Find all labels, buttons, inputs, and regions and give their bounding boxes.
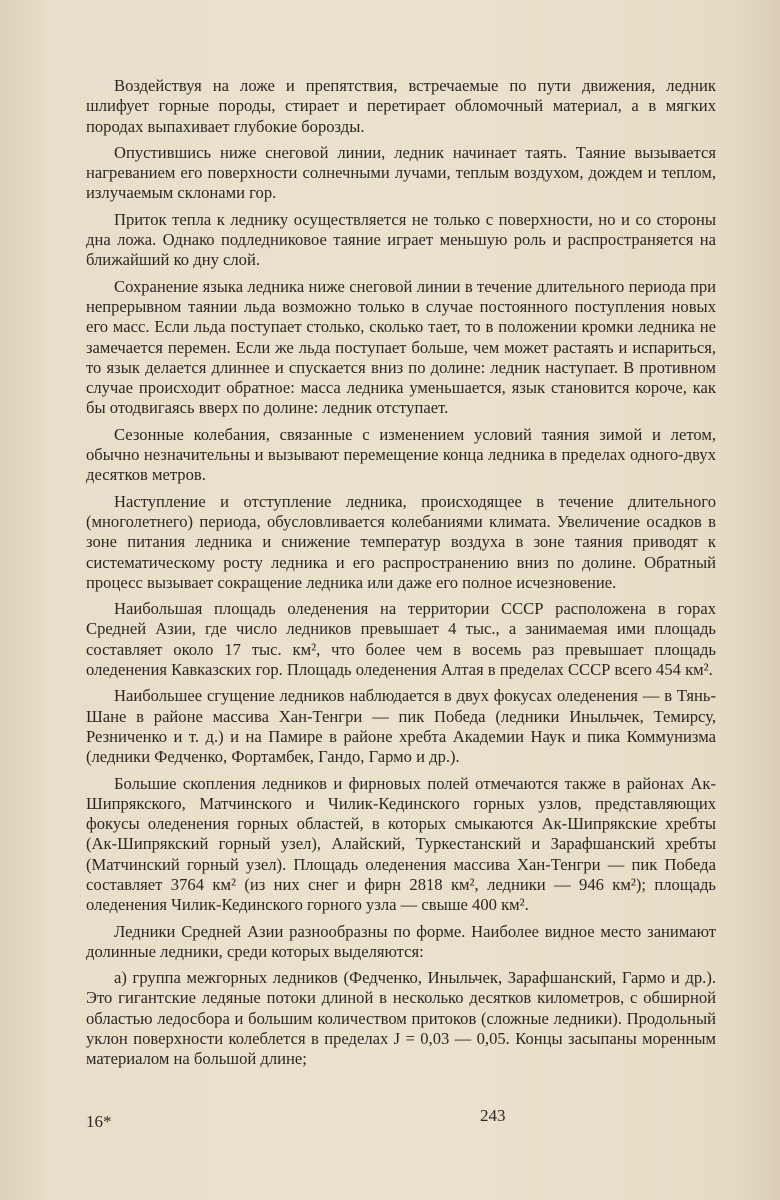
paragraph: Большие скопления ледников и фирновых полей отмечаются также в районах Ак-Шипрякского, Матчинского и Чилик-Кединского горных узлов, представляющих фокусы оледенения горных областей, в которых смыкаются Ак-Шипрякские хребты (Ак-Шипрякский горный узел), Алайский, Туркестанский и Зарафшанский хребты (Матчинский горный узел). Площадь оледенения массива Хан-Тенгри — пик Победа составляет 3764 км² (из них снег и фирн 2818 км², ледники — 946 км²); площадь оледенения Чилик-Кединского горного узла — свыше 400 км². xyxy=(86,773,716,915)
page-footer xyxy=(86,1106,716,1130)
paragraph: Приток тепла к леднику осуществляется не только с поверхности, но и со стороны дна ложа. Однако подледниковое таяние играет меньшую роль и распространяется на ближайший ко дну слой. xyxy=(86,209,716,270)
paragraph: а) группа межгорных ледников (Федченко, Иныльчек, Зарафшанский, Гармо и др.). Это гигантские ледяные потоки длиной в несколько десятков километров, с обширной областью ледосбора и большим количеством притоков (сложные ледники). Продольный уклон поверхности колеблется в пределах J = 0,03 — 0,05. Концы засыпаны моренным материалом на большой длине; xyxy=(86,968,716,1069)
page-number: 243 xyxy=(480,1106,506,1125)
paragraph: Наибольшее сгущение ледников наблюдается в двух фокусах оледенения — в Тянь-Шане в районе массива Хан-Тенгри — пик Победа (ледники Иныльчек, Темирсу, Резниченко и т. д.) и на Памире в районе хребта Академии Наук и пика Коммунизма (ледники Федченко, Фортамбек, Гандо, Гармо и др.). xyxy=(86,686,716,767)
paragraph: Сохранение языка ледника ниже снеговой линии в течение длительного периода при непрерывном таянии льда возможно только в случае постоянного поступления новых его масс. Если льда поступает столько, сколько тает, то в положении кромки ледника не замечается перемен. Если же льда поступает больше, чем может растаять и испариться, то язык делается длиннее и спускается вниз по долине: ледник наступает. В противном случае происходит обратное: масса ледника уменьшается, язык становится короче, как бы отодвигаясь вверх по долине: ледник отступает. xyxy=(86,276,716,418)
paragraph: Наступление и отступление ледника, происходящее в течение длительного (многолетнего) периода, обусловливается колебаниями климата. Увеличение осадков в зоне питания ледника и снижение температур воздуха в зоне таяния приводят к систематическому росту ледника и его распространению вниз по долине. Обратный процесс вызывает сокращение ледника или даже его полное исчезновение. xyxy=(86,491,716,592)
paragraph: Наибольшая площадь оледенения на территории СССР расположена в горах Средней Азии, где число ледников превышает 4 тыс., а занимаемая ими площадь составляет около 17 тыс. км², что более чем в восемь раз превышает площадь оледенения Кавказских гор. Площадь оледенения Алтая в пределах СССР всего 454 км². xyxy=(86,599,716,680)
paragraph: Ледники Средней Азии разнообразны по форме. Наиболее видное место занимают долинные ледники, среди которых выделяются: xyxy=(86,921,716,961)
paragraph: Опустившись ниже снеговой линии, ледник начинает таять. Таяние вызывается нагреванием его поверхности солнечными лучами, теплым воздухом, дождем и теплом, излучаемым склонами гор. xyxy=(86,142,716,203)
printer-signature: 16* xyxy=(86,1112,112,1131)
paragraph: Воздействуя на ложе и препятствия, встречаемые по пути движения, ледник шлифует горные породы, стирает и перетирает обломочный материал, а в мягких породах выпахивает глубокие борозды. xyxy=(86,76,716,136)
body-text xyxy=(86,76,716,1076)
paragraph: Сезонные колебания, связанные с изменением условий таяния зимой и летом, обычно незначительны и вызывают перемещение конца ледника в пределах одного-двух десятков метров. xyxy=(86,424,716,485)
